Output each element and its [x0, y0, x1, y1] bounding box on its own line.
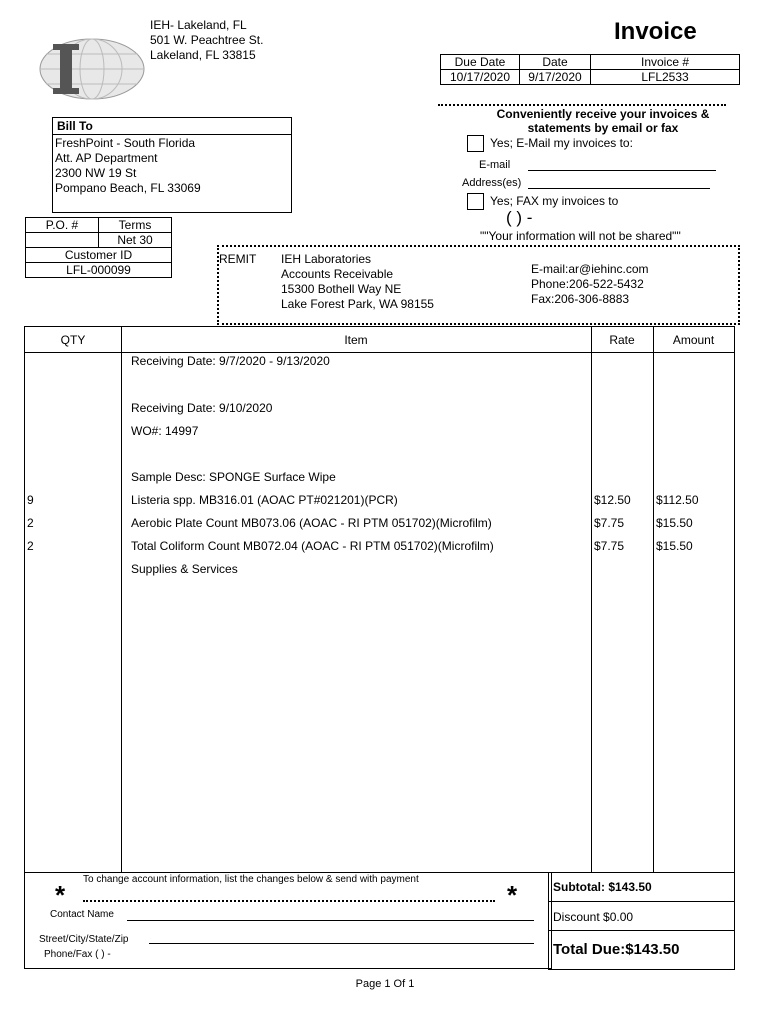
ieh-logo	[38, 36, 146, 102]
street-line[interactable]	[149, 943, 534, 944]
contact-name-line[interactable]	[127, 920, 534, 921]
phone-fax-label: Phone/Fax ( ) -	[44, 949, 111, 960]
total-due: Total Due:$143.50	[553, 941, 680, 958]
bill-to-box	[52, 117, 292, 213]
due-date-value: 10/17/2020	[441, 70, 520, 85]
row-rate: $7.75	[594, 516, 625, 530]
invoice-title: Invoice	[614, 18, 697, 45]
row-rate: $12.50	[594, 493, 631, 507]
remit-phone: Phone:206-522-5432	[531, 277, 644, 291]
bill-to-line: FreshPoint - South Florida	[55, 136, 196, 150]
totals-box	[548, 872, 735, 970]
totals-divider	[549, 930, 734, 931]
rate-header: Rate	[609, 333, 635, 347]
remit-label: REMIT	[219, 252, 257, 266]
item-header: Item	[344, 333, 368, 347]
row-amount: $15.50	[656, 516, 693, 530]
remit-line: IEH Laboratories	[281, 252, 372, 266]
street-label: Street/City/State/Zip	[39, 934, 129, 945]
sender-city: Lakeland, FL 33815	[150, 48, 256, 62]
terms-value: Net 30	[99, 233, 172, 248]
email-opt-in-label: Yes; E-Mail my invoices to:	[490, 136, 633, 150]
fax-number-blank[interactable]: ( ) -	[506, 208, 533, 227]
note-line: Receiving Date: 9/7/2020 - 9/13/2020	[131, 354, 330, 368]
delivery-options-heading: Conveniently receive your invoices & statements by email or fax	[496, 107, 710, 135]
row-description: Total Coliform Count MB072.04 (AOAC - RI PTM 051702)(Microfilm)	[131, 539, 494, 553]
delivery-options-divider	[438, 104, 726, 106]
sender-address	[150, 18, 263, 63]
discount: Discount $0.00	[553, 910, 634, 924]
fax-opt-in-label: Yes; FAX my invoices to	[490, 194, 619, 208]
row-description: Listeria spp. MB316.01 (AOAC PT#021201)(PCR)	[131, 493, 398, 507]
invoice-number-value: LFL2533	[591, 70, 740, 85]
bill-to-line: Att. AP Department	[55, 151, 158, 165]
dotted-divider	[83, 900, 495, 902]
fax-opt-in-checkbox[interactable]	[467, 193, 484, 210]
contact-name-label: Contact Name	[50, 909, 114, 920]
row-qty: 9	[27, 493, 34, 507]
totals-divider	[549, 901, 734, 902]
address-line[interactable]	[528, 188, 710, 189]
sender-name: IEH- Lakeland, FL	[150, 18, 247, 32]
remit-email: E-mail:ar@iehinc.com	[531, 262, 649, 276]
note-line: WO#: 14997	[131, 424, 199, 438]
asterisk-right: *	[507, 880, 518, 910]
remit-line: Lake Forest Park, WA 98155	[281, 297, 434, 311]
remit-line: 15300 Bothell Way NE	[281, 282, 402, 296]
email-line[interactable]	[528, 170, 716, 171]
sender-street: 501 W. Peachtree St.	[150, 33, 264, 47]
asterisk-left: *	[55, 880, 66, 910]
column-divider	[653, 327, 654, 872]
date-value: 9/17/2020	[520, 70, 591, 85]
row-qty: 2	[27, 516, 34, 530]
qty-header: QTY	[60, 333, 86, 347]
customer-id-value: LFL-000099	[26, 263, 172, 278]
row-amount: $112.50	[656, 493, 699, 507]
note-line: Receiving Date: 9/10/2020	[131, 401, 273, 415]
row-rate: $7.75	[594, 539, 625, 553]
bill-to-line: Pompano Beach, FL 33069	[55, 181, 201, 195]
customer-id-label: Customer ID	[26, 248, 172, 263]
remit-fax: Fax:206-306-8883	[531, 292, 630, 306]
po-label: P.O. #	[26, 218, 99, 233]
email-label: E-mail	[479, 159, 511, 171]
subtotal: Subtotal: $143.50	[553, 880, 652, 894]
terms-label: Terms	[99, 218, 172, 233]
row-amount: $15.50	[656, 539, 693, 553]
due-date-header: Due Date	[441, 55, 520, 70]
remit-line: Accounts Receivable	[281, 267, 394, 281]
row-qty: 2	[27, 539, 34, 553]
page-number: Page 1 Of 1	[355, 978, 415, 990]
privacy-note: ""Your information will not be shared""	[480, 229, 681, 243]
note-line: Sample Desc: SPONGE Surface Wipe	[131, 470, 336, 484]
invoice-meta-table	[440, 54, 740, 85]
column-divider	[121, 327, 122, 872]
remit-box	[217, 245, 740, 325]
line-items-table	[24, 326, 735, 873]
date-header: Date	[520, 55, 591, 70]
po-value	[26, 233, 99, 248]
change-note: To change account information, list the changes below & send with payment	[83, 874, 419, 885]
bill-to-label: Bill To	[53, 118, 291, 135]
header-divider	[25, 352, 734, 353]
trailer-line: Supplies & Services	[131, 562, 238, 576]
po-terms-table	[25, 217, 172, 278]
column-divider	[591, 327, 592, 872]
invoice-number-header: Invoice #	[591, 55, 740, 70]
row-description: Aerobic Plate Count MB073.06 (AOAC - RI PTM 051702)(Microfilm)	[131, 516, 492, 530]
amount-header: Amount	[672, 333, 715, 347]
address-label: Address(es)	[462, 177, 522, 189]
bill-to-line: 2300 NW 19 St	[55, 166, 137, 180]
email-opt-in-checkbox[interactable]	[467, 135, 484, 152]
account-change-box	[24, 872, 552, 969]
